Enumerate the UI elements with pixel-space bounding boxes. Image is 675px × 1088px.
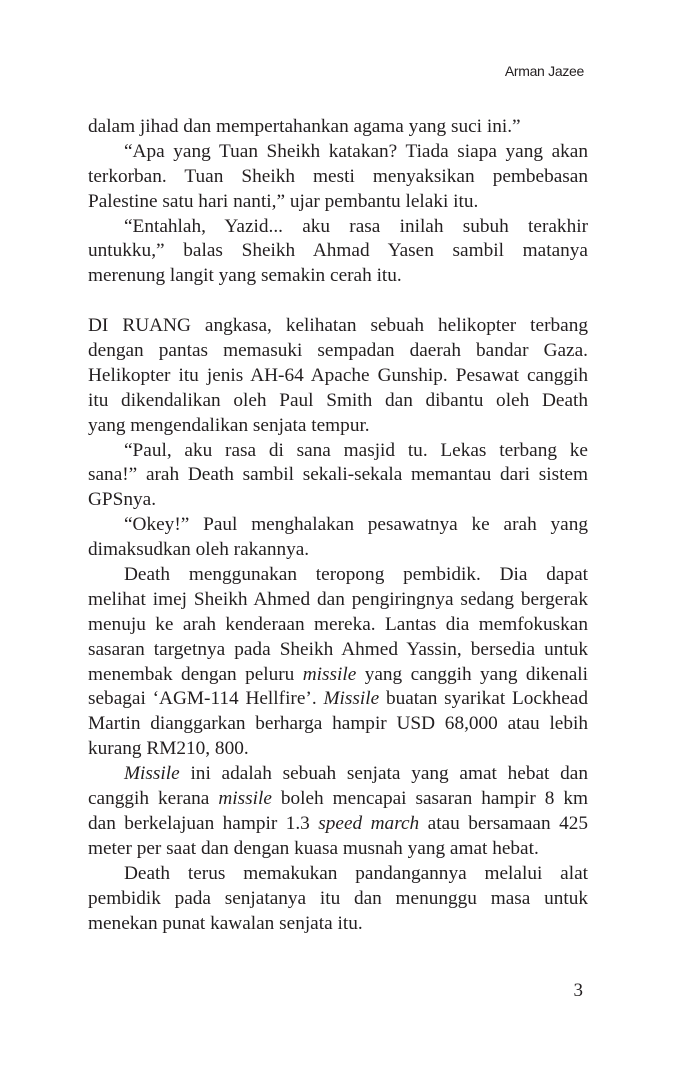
italic-term: speed march [318,812,420,834]
text-segment: Martin dianggarkan berharga hampir USD 68,000 atau lebih [88,713,588,735]
italic-term: missile [302,663,357,685]
text-segment: DI RUANG angkasa, kelihatan sebuah helikopter terbang [88,315,588,337]
text-segment: Helikopter itu jenis AH-64 Apache Gunship. Pesawat canggih [88,364,588,386]
text-segment: “Entahlah, Yazid... aku rasa inilah subuh terakhir [124,215,588,237]
text-line [88,513,588,538]
text-segment: meter per saat dan dengan kuasa musnah yang amat hebat. [88,837,539,859]
text-line [88,463,588,488]
text-segment: sasaran targetnya pada Sheikh Ahmed Yassin, bersedia untuk [88,638,588,660]
text-line [88,862,588,887]
text-segment: yang canggih yang dikenali [356,663,588,685]
text-segment: GPSnya. [88,489,157,511]
text-segment: yang mengendalikan senjata tempur. [88,414,370,436]
text-line [88,687,588,712]
text-segment: kurang RM210, 800. [88,738,249,760]
section-break [88,289,588,314]
text-segment: Death menggunakan teropong pembidik. Dia dapat [124,564,588,586]
text-line [88,389,588,414]
italic-term: missile [218,788,272,810]
text-segment: untukku,” balas Sheikh Ahmad Yasen sambil matanya [88,240,588,262]
text-segment: dalam jihad dan mempertahankan agama yang suci ini.” [88,116,521,137]
text-segment: Death terus memakukan pandangannya melalui alat [124,862,588,884]
text-line [88,837,588,862]
text-segment: terkorban. Tuan Sheikh mesti menyaksikan pembebasan [88,165,588,187]
text-line [88,115,588,140]
text-segment: ini adalah sebuah senjata yang amat hebat dan [179,763,588,785]
text-line [88,638,588,663]
page-number: 3 [573,980,583,1001]
text-line [88,339,588,364]
text-segment: “Apa yang Tuan Sheikh katakan? Tiada siapa yang akan [124,140,588,162]
text-line [88,239,588,264]
text-segment: “Okey!” Paul menghalakan pesawatnya ke arah yang [124,514,588,536]
text-line [88,215,588,240]
text-segment: merenung langit yang semakin cerah itu. [88,265,402,287]
text-segment: “Paul, aku rasa di sana masjid tu. Lekas terbang ke [124,439,588,461]
text-segment: Palestine satu hari nanti,” ujar pembantu lelaki itu. [88,190,479,212]
text-line [88,663,588,688]
italic-term: Missile [323,688,380,710]
text-segment: dan berkelajuan hampir 1.3 [88,812,319,834]
text-segment: dimaksudkan oleh rakannya. [88,539,310,561]
text-line [88,613,588,638]
text-segment: canggih kerana [88,788,219,810]
text-line [88,912,588,937]
text-line [88,712,588,737]
text-segment: sebagai ‘AGM-114 Hellfire’. [88,688,324,710]
running-header-author: Arman Jazee [504,63,584,79]
text-line [88,563,588,588]
text-segment: buatan syarikat Lockhead [379,688,588,710]
text-segment: melihat imej Sheikh Ahmed dan pengiringnya sedang bergerak [88,588,588,610]
italic-term: Missile [124,763,180,785]
text-line [88,737,588,762]
text-line [88,314,588,339]
text-segment: menuju ke arah kenderaan mereka. Lantas dia memfokuskan [88,613,588,635]
text-line [88,165,588,190]
text-line [88,588,588,613]
text-line [88,140,588,165]
text-line [88,787,588,812]
text-line [88,762,588,787]
text-segment: pembidik pada senjatanya itu dan menunggu masa untuk [88,887,588,909]
text-segment: menekan punat kawalan senjata itu. [88,912,363,934]
text-line [88,439,588,464]
text-line [88,538,588,563]
text-segment: atau bersamaan 425 [419,812,588,834]
text-line [88,887,588,912]
body-text [88,115,588,936]
text-line [88,414,588,439]
text-segment: dengan pantas memasuki sempadan daerah bandar Gaza. [88,340,588,362]
text-line [88,264,588,289]
text-segment: boleh mencapai sasaran hampir 8 km [271,788,588,810]
text-segment: itu dikendalikan oleh Paul Smith dan dibantu oleh Death [88,389,588,411]
text-segment: menembak dengan peluru [88,663,303,685]
text-line [88,190,588,215]
text-line [88,812,588,837]
text-line [88,364,588,389]
text-segment: sana!” arah Death sambil sekali-sekala memantau dari sistem [88,464,588,486]
text-line [88,488,588,513]
